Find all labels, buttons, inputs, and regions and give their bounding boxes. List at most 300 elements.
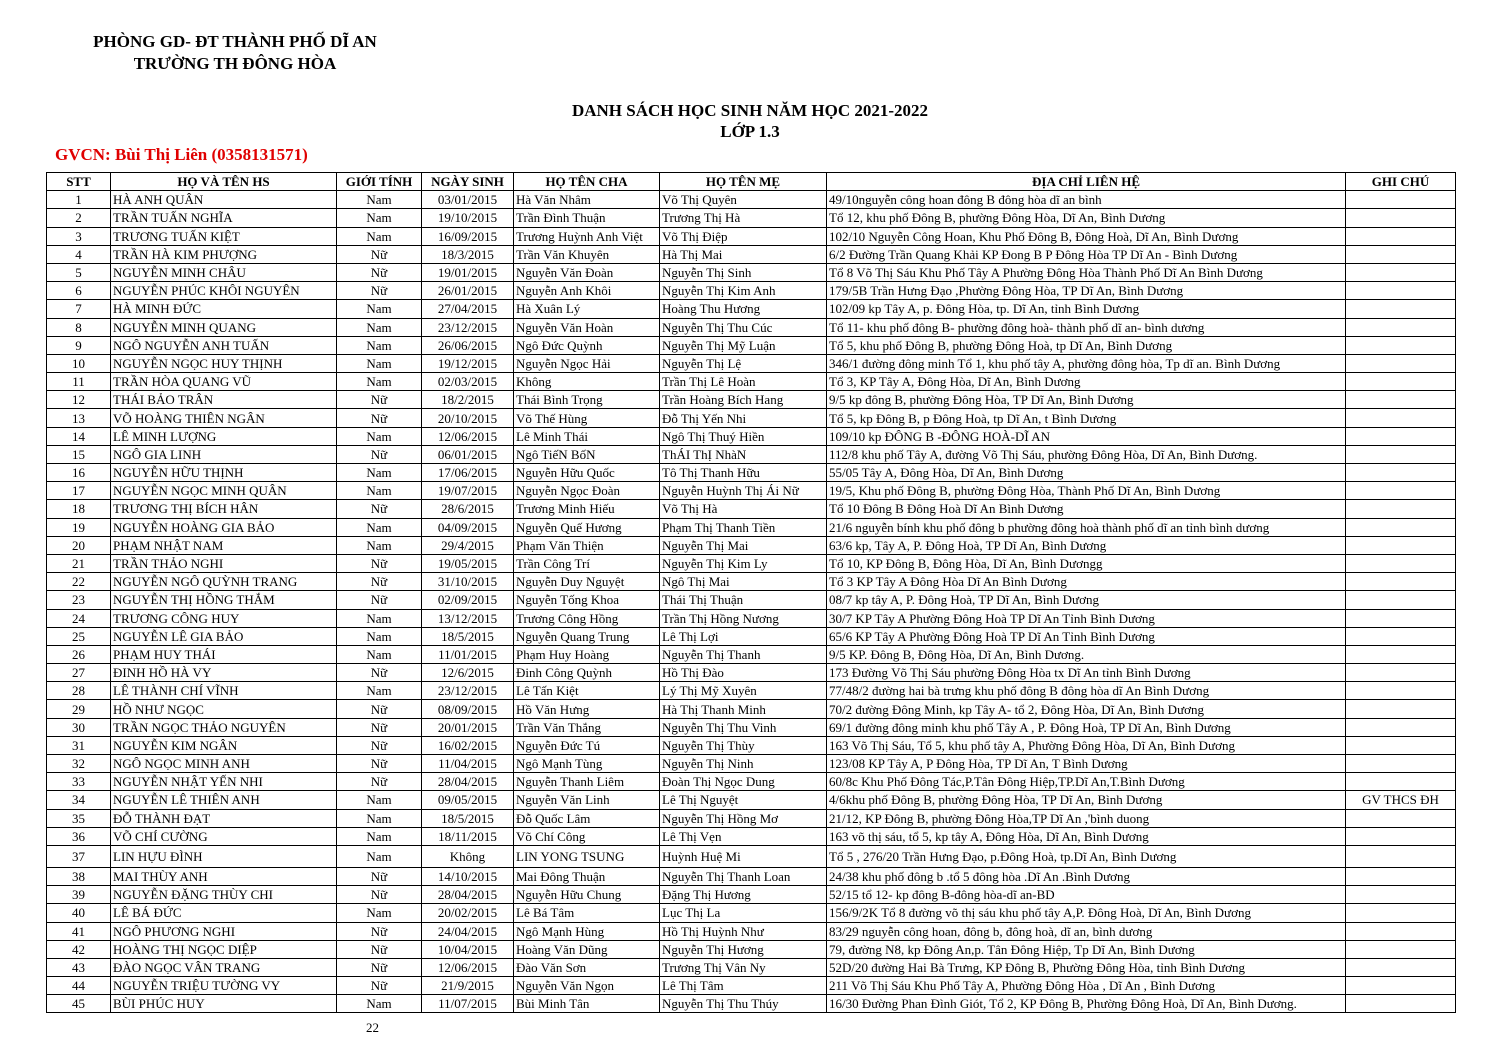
cell-student-name: TRẦN TUẤN NGHĨA [111,209,337,227]
cell-student-name: NGUYỄN MINH CHÂU [111,263,337,281]
cell-father-name: Ngô Mạnh Tùng [514,755,660,773]
cell-stt: 12 [47,391,111,409]
cell-stt: 42 [47,940,111,958]
cell-birthdate: 18/11/2015 [422,827,514,845]
cell-mother-name: Trần Hoàng Bích Hang [660,391,827,409]
cell-note [1346,867,1456,885]
cell-student-name: NGUYỄN MINH QUANG [111,318,337,336]
cell-gender: Nữ [337,554,422,572]
cell-student-name: ĐINH HỒ HÀ VY [111,664,337,682]
cell-stt: 26 [47,645,111,663]
school-name: TRƯỜNG TH ĐÔNG HÒA [133,54,337,73]
cell-stt: 34 [47,791,111,809]
cell-note [1346,995,1456,1013]
cell-mother-name: Ngô Thị Thuý Hiền [660,427,827,445]
cell-birthdate: 11/04/2015 [422,755,514,773]
cell-mother-name: Nguyễn Thị Thùy [660,736,827,754]
cell-gender: Nam [337,904,422,922]
cell-address: 69/1 đường đông minh khu phố Tây A , P. Đông Hoà, TP Dĩ An, Bình Dương [827,718,1346,736]
table-row [47,845,1456,867]
cell-address: 49/10nguyễn công hoan đông B đông hòa dĩ an bình [827,191,1346,209]
cell-father-name: Trần Văn Khuyên [514,245,660,263]
cell-note [1346,227,1456,245]
cell-mother-name: Võ Thị Quyên [660,191,827,209]
cell-mother-name: Nguyễn Thị Hồng Mơ [660,809,827,827]
cell-stt: 38 [47,867,111,885]
cell-gender: Nữ [337,736,422,754]
cell-note [1346,391,1456,409]
cell-stt: 35 [47,809,111,827]
cell-address: 4/6khu phố Đông B, phường Đông Hòa, TP Dĩ An, Bình Dương [827,791,1346,809]
cell-gender: Nam [337,627,422,645]
table-row [47,373,1456,391]
cell-gender: Nữ [337,573,422,591]
cell-stt: 43 [47,958,111,976]
cell-gender: Nam [337,518,422,536]
cell-student-name: NGÔ GIA LINH [111,445,337,463]
cell-note [1346,209,1456,227]
cell-father-name: Võ Chí Công [514,827,660,845]
cell-father-name: Hà Xuân Lý [514,300,660,318]
cell-address: 109/10 kp ĐÔNG B -ĐÔNG HOÀ-DĨ AN [827,427,1346,445]
cell-father-name: Phạm Văn Thiện [514,536,660,554]
cell-address: Tổ 8 Võ Thị Sáu Khu Phố Tây A Phường Đông Hòa Thành Phố Dĩ An Bình Dương [827,263,1346,281]
cell-student-name: NGUYỄN THỊ HỒNG THẮM [111,591,337,609]
cell-note [1346,645,1456,663]
table-row [47,318,1456,336]
cell-student-name: NGÔ NGUYỄN ANH TUẤN [111,336,337,354]
cell-gender: Nam [337,536,422,554]
cell-note [1346,445,1456,463]
cell-note [1346,755,1456,773]
cell-student-name: NGUYỄN HOÀNG GIA BẢO [111,518,337,536]
cell-address: 102/10 Nguyễn Công Hoan, Khu Phố Đông B, Đông Hoà, Dĩ An, Bình Dương [827,227,1346,245]
cell-stt: 5 [47,263,111,281]
cell-birthdate: 04/09/2015 [422,518,514,536]
cell-father-name: Nguyễn Ngọc Hải [514,354,660,372]
table-row [47,958,1456,976]
homeroom-teacher: GVCN: Bùi Thị Liên (0358131571) [55,145,308,164]
cell-student-name: NGÔ PHƯƠNG NGHI [111,922,337,940]
cell-stt: 13 [47,409,111,427]
cell-mother-name: Hồ Thị Đào [660,664,827,682]
cell-student-name: ĐỖ THÀNH ĐẠT [111,809,337,827]
cell-stt: 39 [47,886,111,904]
table-row [47,773,1456,791]
cell-note [1346,482,1456,500]
cell-stt: 16 [47,464,111,482]
cell-note [1346,354,1456,372]
cell-mother-name: Hà Thị Thanh Minh [660,700,827,718]
cell-address: Tổ 10, KP Đông B, Đông Hòa, Dĩ An, Bình Dươngg [827,554,1346,572]
cell-address: 24/38 khu phố đông b .tổ 5 đông hòa .Dĩ An .Bình Dương [827,867,1346,885]
cell-gender: Nữ [337,773,422,791]
cell-mother-name: Ngô Thị Mai [660,573,827,591]
cell-address: 156/9/2K Tổ 8 đường võ thị sáu khu phố tây A,P. Đông Hoà, Dĩ An, Bình Dương [827,904,1346,922]
cell-birthdate: 11/07/2015 [422,995,514,1013]
cell-gender: Nữ [337,591,422,609]
cell-address: 60/8c Khu Phố Đông Tác,P.Tân Đông Hiệp,TP.Dĩ An,T.Bình Dương [827,773,1346,791]
cell-note [1346,427,1456,445]
cell-gender: Nữ [337,391,422,409]
cell-mother-name: Nguyễn Thị Mỹ Luận [660,336,827,354]
table-row [47,391,1456,409]
cell-note [1346,518,1456,536]
cell-mother-name: Nguyễn Thị Thu Thúy [660,995,827,1013]
table-row [47,645,1456,663]
cell-birthdate: 14/10/2015 [422,867,514,885]
cell-gender: Nam [337,300,422,318]
cell-gender: Nữ [337,282,422,300]
col-header-mother-name: HỌ TÊN MẸ [660,173,827,191]
cell-mother-name: Nguyễn Thị Lệ [660,354,827,372]
cell-student-name: LIN HỰU ĐÌNH [111,845,337,867]
cell-address: 179/5B Trần Hưng Đạo ,Phường Đông Hòa, TP Dĩ An, Bình Dương [827,282,1346,300]
cell-student-name: NGUYỄN LÊ THIÊN ANH [111,791,337,809]
cell-note [1346,773,1456,791]
cell-birthdate: 31/10/2015 [422,573,514,591]
cell-student-name: TRƯƠNG TUẤN KIỆT [111,227,337,245]
cell-father-name: Đinh Công Quỳnh [514,664,660,682]
cell-address: Tổ 3 KP Tây A Đông Hòa Dĩ An Bình Dương [827,573,1346,591]
cell-student-name: LÊ BÁ ĐỨC [111,904,337,922]
cell-father-name: Thái Bình Trọng [514,391,660,409]
cell-student-name: TRẦN HÀ KIM PHƯỢNG [111,245,337,263]
cell-mother-name: Lê Thị Tâm [660,977,827,995]
cell-address: 9/5 kp đông B, phường Đông Hòa, TP Dĩ An, Bình Dương [827,391,1346,409]
cell-address: 52/15 tổ 12- kp đông B-đông hòa-dĩ an-BD [827,886,1346,904]
cell-father-name: Nguyễn Văn Hoàn [514,318,660,336]
cell-address: 16/30 Đường Phan Đình Giót, Tổ 2, KP Đông B, Phường Đông Hoà, Dĩ An, Bình Dương. [827,995,1346,1013]
cell-father-name: Lê Tấn Kiệt [514,682,660,700]
cell-mother-name: Lê Thị Vẹn [660,827,827,845]
cell-student-name: TRẦN THẢO NGHI [111,554,337,572]
cell-gender: Nữ [337,755,422,773]
cell-birthdate: 24/04/2015 [422,922,514,940]
cell-mother-name: Tô Thị Thanh Hữu [660,464,827,482]
cell-birthdate: 20/01/2015 [422,718,514,736]
cell-stt: 22 [47,573,111,591]
cell-mother-name: Đỗ Thị Yến Nhi [660,409,827,427]
cell-stt: 15 [47,445,111,463]
cell-note [1346,682,1456,700]
cell-student-name: NGUYỄN NGỌC HUY THỊNH [111,354,337,372]
cell-gender: Nữ [337,445,422,463]
cell-birthdate: 26/06/2015 [422,336,514,354]
cell-gender: Nam [337,227,422,245]
cell-note [1346,318,1456,336]
cell-gender: Nam [337,373,422,391]
col-header-birthdate: NGÀY SINH [422,173,514,191]
cell-address: 163 Võ Thị Sáu, Tổ 5, khu phố tây A, Phường Đông Hòa, Dĩ An, Bình Dương [827,736,1346,754]
cell-student-name: NGUYỄN TRIỆU TƯỜNG VY [111,977,337,995]
cell-father-name: Phạm Huy Hoàng [514,645,660,663]
cell-father-name: Bùi Minh Tân [514,995,660,1013]
cell-student-name: VÕ CHÍ CƯỜNG [111,827,337,845]
cell-birthdate: 19/10/2015 [422,209,514,227]
cell-father-name: Nguyễn Tống Khoa [514,591,660,609]
cell-birthdate: 17/06/2015 [422,464,514,482]
cell-student-name: NGÔ NGỌC MINH ANH [111,755,337,773]
cell-mother-name: Đặng Thị Hương [660,886,827,904]
cell-gender: Nữ [337,664,422,682]
cell-address: Tổ 5, khu phố Đông B, phường Đông Hoà, tp Dĩ An, Bình Dương [827,336,1346,354]
table-row [47,591,1456,609]
cell-note [1346,904,1456,922]
cell-father-name: Trương Minh Hiếu [514,500,660,518]
cell-gender: Nữ [337,977,422,995]
table-row [47,700,1456,718]
cell-father-name: Đỗ Quốc Lâm [514,809,660,827]
cell-mother-name: Hồ Thị Huỳnh Như [660,922,827,940]
document-title: DANH SÁCH HỌC SINH NĂM HỌC 2021-2022 [571,101,929,120]
col-header-father-name: HỌ TÊN CHA [514,173,660,191]
cell-student-name: NGUYỄN NGÔ QUỲNH TRANG [111,573,337,591]
cell-student-name: TRƯƠNG THỊ BÍCH HÂN [111,500,337,518]
cell-address: 30/7 KP Tây A Phường Đông Hoà TP Dĩ An Tỉnh Bình Dương [827,609,1346,627]
cell-address: 163 võ thị sáu, tổ 5, kp tây A, Đông Hòa, Dĩ An, Bình Dương [827,827,1346,845]
cell-father-name: Nguyễn Hữu Quốc [514,464,660,482]
cell-address: Tổ 11- khu phố đông B- phường đông hoà- thành phố dĩ an- bình dương [827,318,1346,336]
cell-address: 6/2 Đường Trần Quang Khải KP Đong B P Đông Hòa TP Dĩ An - Bình Dương [827,245,1346,263]
cell-birthdate: 12/06/2015 [422,427,514,445]
cell-stt: 31 [47,736,111,754]
cell-gender: Nữ [337,700,422,718]
cell-stt: 33 [47,773,111,791]
table-row [47,336,1456,354]
cell-address: 21/12, KP Đông B, phường Đông Hòa,TP Dĩ An ,'bình duong [827,809,1346,827]
cell-mother-name: Nguyễn Thị Thanh Loan [660,867,827,885]
cell-gender: Nam [337,318,422,336]
cell-birthdate: 27/04/2015 [422,300,514,318]
table-row [47,904,1456,922]
cell-birthdate: 03/01/2015 [422,191,514,209]
cell-stt: 28 [47,682,111,700]
cell-mother-name: Đoàn Thị Ngọc Dung [660,773,827,791]
cell-mother-name: Võ Thị Hà [660,500,827,518]
cell-birthdate: 06/01/2015 [422,445,514,463]
cell-note [1346,609,1456,627]
cell-address: 55/05 Tây A, Đông Hòa, Dĩ An, Bình Dương [827,464,1346,482]
cell-address: 112/8 khu phố Tây A, đường Võ Thị Sáu, phường Đông Hòa, Dĩ An, Bình Dương. [827,445,1346,463]
cell-student-name: TRƯƠNG CÔNG HUY [111,609,337,627]
cell-stt: 32 [47,755,111,773]
cell-gender: Nữ [337,886,422,904]
cell-stt: 3 [47,227,111,245]
cell-gender: Nam [337,336,422,354]
table-row [47,464,1456,482]
cell-note [1346,627,1456,645]
cell-gender: Nữ [337,867,422,885]
cell-stt: 8 [47,318,111,336]
cell-address: 79, đường N8, kp Đông An,p. Tân Đông Hiệp, Tp Dĩ An, Bình Dương [827,940,1346,958]
table-row [47,445,1456,463]
col-header-student-name: HỌ VÀ TÊN HS [111,173,337,191]
table-row [47,554,1456,572]
cell-address: 83/29 nguyễn công hoan, đông b, đông hoà, dĩ an, bình dương [827,922,1346,940]
cell-father-name: Trần Văn Thắng [514,718,660,736]
cell-address: 52D/20 đường Hai Bà Trưng, KP Đông B, Phường Đông Hòa, tỉnh Bình Dương [827,958,1346,976]
cell-address: 346/1 đường đông minh Tổ 1, khu phố tây A, phường đông hòa, Tp dĩ an. Bình Dương [827,354,1346,372]
cell-gender: Nữ [337,922,422,940]
table-row [47,827,1456,845]
cell-birthdate: 29/4/2015 [422,536,514,554]
cell-gender: Nữ [337,718,422,736]
cell-birthdate: 26/01/2015 [422,282,514,300]
table-row [47,500,1456,518]
cell-student-name: ĐÀO NGỌC VÂN TRANG [111,958,337,976]
cell-birthdate: 18/5/2015 [422,809,514,827]
cell-mother-name: Nguyễn Thị Thanh [660,645,827,663]
table-row [47,940,1456,958]
cell-stt: 19 [47,518,111,536]
cell-stt: 7 [47,300,111,318]
cell-gender: Nữ [337,409,422,427]
cell-birthdate: Không [422,845,514,867]
cell-stt: 24 [47,609,111,627]
cell-father-name: LIN YONG TSUNG [514,845,660,867]
cell-father-name: Hoàng Văn Dũng [514,940,660,958]
cell-gender: Nam [337,354,422,372]
cell-note [1346,827,1456,845]
cell-student-name: THÁI BẢO TRÂN [111,391,337,409]
cell-stt: 29 [47,700,111,718]
cell-birthdate: 09/05/2015 [422,791,514,809]
cell-student-name: HÀ MINH ĐỨC [111,300,337,318]
cell-mother-name: Võ Thị Điệp [660,227,827,245]
cell-mother-name: Trương Thị Vân Ny [660,958,827,976]
table-row [47,755,1456,773]
cell-father-name: Nguyễn Hữu Chung [514,886,660,904]
table-row [47,191,1456,209]
cell-gender: Nam [337,209,422,227]
cell-birthdate: 23/12/2015 [422,318,514,336]
cell-note [1346,664,1456,682]
table-row [47,922,1456,940]
cell-father-name: Nguyễn Anh Khôi [514,282,660,300]
cell-note [1346,409,1456,427]
cell-birthdate: 13/12/2015 [422,609,514,627]
cell-mother-name: Nguyễn Thị Ninh [660,755,827,773]
cell-gender: Nữ [337,500,422,518]
cell-mother-name: Nguyễn Huỳnh Thị Ái Nữ [660,482,827,500]
cell-mother-name: Lê Thị Lợi [660,627,827,645]
cell-mother-name: Nguyễn Thị Thu Vinh [660,718,827,736]
cell-note [1346,886,1456,904]
cell-student-name: HOÀNG THỊ NGỌC DIỆP [111,940,337,958]
cell-birthdate: 08/09/2015 [422,700,514,718]
cell-gender: Nam [337,464,422,482]
table-row [47,482,1456,500]
table-row [47,409,1456,427]
cell-student-name: NGUYỄN KIM NGÂN [111,736,337,754]
cell-birthdate: 16/09/2015 [422,227,514,245]
table-row [47,718,1456,736]
cell-birthdate: 18/2/2015 [422,391,514,409]
cell-father-name: Trần Đình Thuận [514,209,660,227]
col-header-stt: STT [47,173,111,191]
cell-gender: Nam [337,809,422,827]
cell-father-name: Nguyễn Quế Hương [514,518,660,536]
cell-mother-name: Hà Thị Mai [660,245,827,263]
cell-student-name: PHẠM HUY THÁI [111,645,337,663]
cell-father-name: Nguyễn Văn Ngọn [514,977,660,995]
cell-student-name: PHẠM NHẬT NAM [111,536,337,554]
table-row [47,245,1456,263]
cell-student-name: NGUYỄN NHẬT YẾN NHI [111,773,337,791]
cell-mother-name: Thái Thị Thuận [660,591,827,609]
cell-address: 173 Đường Võ Thị Sáu phường Đông Hòa tx Dĩ An tỉnh Bình Dương [827,664,1346,682]
table-row [47,209,1456,227]
cell-address: 102/09 kp Tây A, p. Đông Hòa, tp. Dĩ An, tỉnh Bình Dương [827,300,1346,318]
cell-student-name: NGUYỄN NGỌC MINH QUÂN [111,482,337,500]
cell-note [1346,500,1456,518]
cell-note [1346,373,1456,391]
cell-address: 211 Võ Thị Sáu Khu Phố Tây A, Phường Đông Hòa , Dĩ An , Bình Dương [827,977,1346,995]
table-row [47,736,1456,754]
department-name: PHÒNG GD- ĐT THÀNH PHỐ DĨ AN [93,32,377,51]
cell-note [1346,718,1456,736]
cell-student-name: TRẦN NGỌC THẢO NGUYÊN [111,718,337,736]
cell-mother-name: Nguyễn Thị Mai [660,536,827,554]
table-row [47,809,1456,827]
cell-address: 77/48/2 đường hai bà trưng khu phố đông B đông hòa dĩ An Bình Dương [827,682,1346,700]
cell-student-name: HÀ ANH QUÂN [111,191,337,209]
cell-birthdate: 23/12/2015 [422,682,514,700]
cell-note [1346,736,1456,754]
cell-stt: 37 [47,845,111,867]
cell-mother-name: Hoàng Thu Hương [660,300,827,318]
cell-birthdate: 18/3/2015 [422,245,514,263]
table-row [47,664,1456,682]
cell-student-name: LÊ THÀNH CHÍ VĨNH [111,682,337,700]
table-row [47,609,1456,627]
cell-birthdate: 28/04/2015 [422,886,514,904]
cell-gender: Nữ [337,958,422,976]
cell-student-name: LÊ MINH LƯỢNG [111,427,337,445]
cell-student-name: NGUYỄN LÊ GIA BẢO [111,627,337,645]
cell-note [1346,573,1456,591]
cell-address: 65/6 KP Tây A Phường Đông Hoà TP Dĩ An Tỉnh Bình Dương [827,627,1346,645]
cell-father-name: Trần Công Trí [514,554,660,572]
table-header-row [47,173,1456,191]
cell-birthdate: 19/05/2015 [422,554,514,572]
cell-father-name: Lê Minh Thái [514,427,660,445]
table-row [47,282,1456,300]
table-body [47,191,1456,1013]
cell-birthdate: 16/02/2015 [422,736,514,754]
cell-address: 9/5 KP. Đông B, Đông Hòa, Dĩ An, Bình Dương. [827,645,1346,663]
table-row [47,427,1456,445]
cell-mother-name: Nguyễn Thị Thu Cúc [660,318,827,336]
cell-note [1346,958,1456,976]
cell-student-name: BÙI PHÚC HUY [111,995,337,1013]
col-header-address: ĐỊA CHỈ LIÊN HỆ [827,173,1346,191]
cell-birthdate: 28/04/2015 [422,773,514,791]
cell-birthdate: 20/02/2015 [422,904,514,922]
cell-address: 123/08 KP Tây A, P Đông Hòa, TP Dĩ An, T Bình Dương [827,755,1346,773]
cell-birthdate: 21/9/2015 [422,977,514,995]
cell-father-name: Lê Bá Tâm [514,904,660,922]
table-row [47,227,1456,245]
cell-stt: 2 [47,209,111,227]
class-name: LỚP 1.3 [720,122,780,141]
cell-note [1346,263,1456,281]
cell-student-name: HỒ NHƯ NGỌC [111,700,337,718]
cell-birthdate: 19/07/2015 [422,482,514,500]
cell-birthdate: 02/03/2015 [422,373,514,391]
cell-note [1346,282,1456,300]
